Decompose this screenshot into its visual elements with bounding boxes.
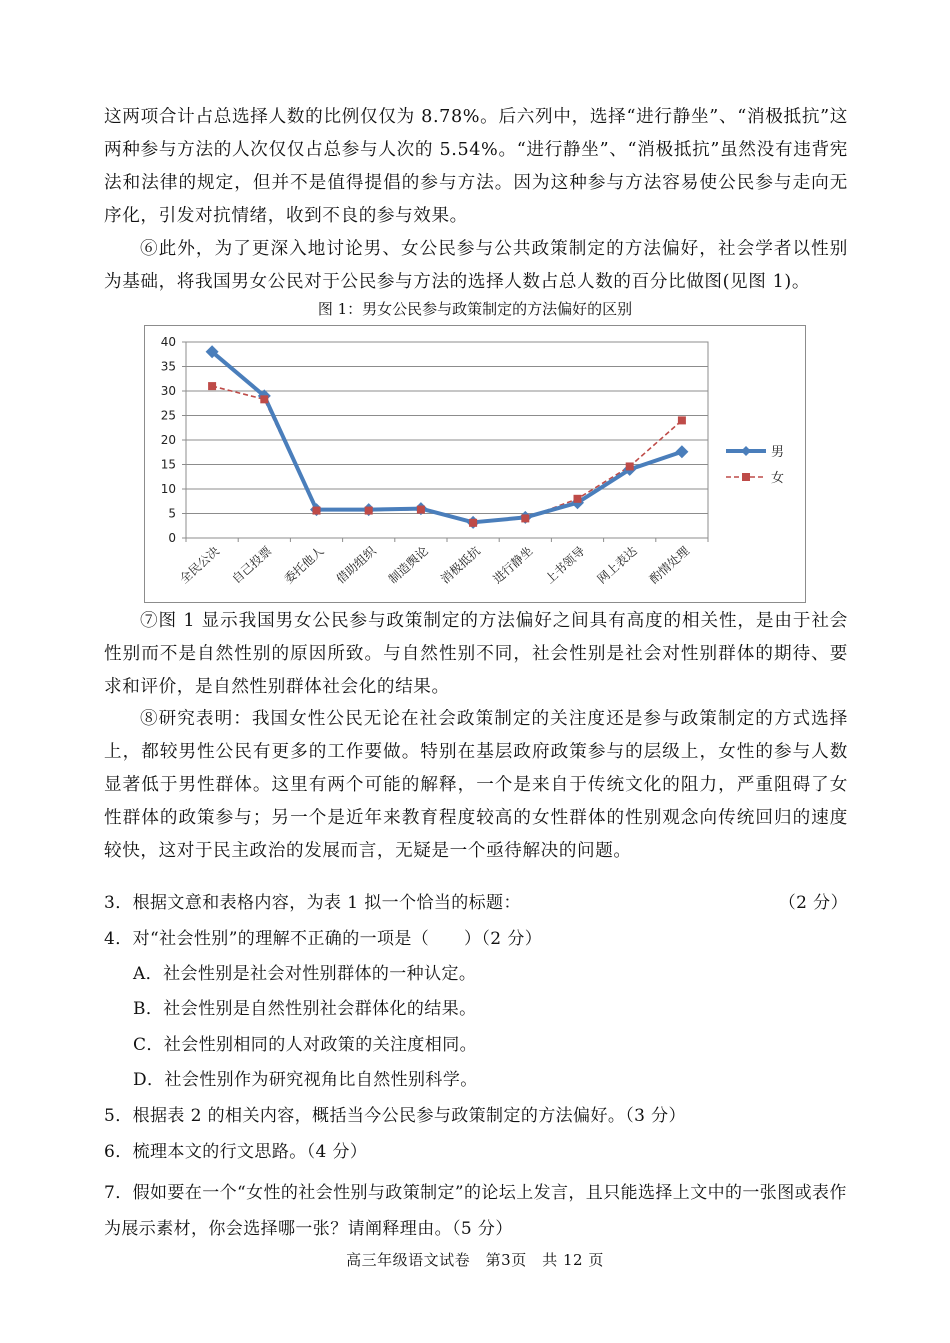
data-point-female (417, 506, 425, 514)
y-tick-label: 30 (160, 384, 176, 398)
data-point-female (313, 507, 321, 515)
question-3-text: 3．根据文意和表格内容，为表 1 拟一个恰当的标题： (104, 893, 521, 913)
data-point-female (469, 519, 477, 527)
question-4-option-b: B．社会性别是自然性别社会群体化的结果。 (133, 999, 477, 1019)
figure-1-chart (144, 325, 806, 603)
question-5: 5．根据表 2 的相关内容，概括当今公民参与政策制定的方法偏好。（3 分） (104, 1106, 686, 1126)
x-tick-label: 自己投票 (229, 543, 275, 587)
y-tick-label: 0 (168, 531, 176, 545)
figure-caption: 图 1：男女公民参与政策制定的方法偏好的区别 (317, 300, 633, 318)
question-3-score: （2 分） (778, 893, 848, 913)
x-tick-label: 委托他人 (281, 543, 327, 587)
data-point-female (208, 382, 216, 390)
y-tick-label: 35 (160, 359, 176, 374)
x-tick-label: 消极抵抗 (438, 543, 484, 587)
data-point-female (678, 416, 686, 424)
y-tick-label: 25 (160, 408, 176, 423)
data-point-female (365, 507, 373, 515)
question-7: 7．假如要在一个“女性的社会性别与政策制定”的论坛上发言，且只能选择上文中的一张图或表作为展示素材，你会选择哪一张？请阐释理由。（5 分） (104, 1183, 847, 1239)
y-tick-label: 5 (168, 506, 176, 521)
x-tick-label: 制造舆论 (385, 543, 431, 587)
paragraph-5-continuation: 这两项合计占总选择人数的比例仅仅为 8.78%。后六列中，选择“进行静坐”、“消极抵抗”这两种参与方法的人次仅仅占总参与人次的 5.54%。“进行静坐”、“消极抵抗”虽然没有违背宪法和法律的规定，但并不是值得提倡的参与方法。因为这种参与方法容易使公民参与走向无序化，引发对抗情绪，收到不良的参与效果。 (104, 107, 848, 226)
question-4-option-c: C．社会性别相同的人对政策的关注度相同。 (133, 1035, 478, 1055)
legend-marker-female (742, 473, 750, 481)
y-tick-label: 20 (160, 433, 176, 447)
x-tick-label: 全民公决 (177, 543, 223, 587)
x-tick-label: 进行静坐 (490, 543, 536, 587)
data-point-female (260, 395, 268, 403)
question-3 (104, 890, 848, 916)
data-point-female (626, 462, 634, 470)
x-tick-label: 网上表达 (594, 543, 640, 587)
x-tick-label: 上书领导 (542, 543, 588, 587)
page-footer: 高三年级语文试卷 第3页 共 12 页 (346, 1251, 604, 1269)
y-tick-label: 15 (160, 457, 176, 472)
y-tick-label: 10 (160, 482, 176, 496)
question-4: 4．对“社会性别”的理解不正确的一项是（ ）（2 分） (104, 929, 543, 949)
legend-label-female: 女 (771, 471, 785, 486)
paragraph-8: ⑧研究表明：我国女性公民无论在社会政策制定的关注度还是参与政策制定的方式选择上，都较男性公民有更多的工作要做。特别在基层政府政策参与的层级上，女性的参与人数显著低于男性群体。这里有两个可能的解释，一个是来自于传统文化的阻力，严重阻碍了女性群体的政策参与；另一个是近年来教育程度较高的女性群体的性别观念向传统回归的速度较快，这对于民主政治的发展而言，无疑是一个亟待解决的问题。 (104, 709, 848, 861)
question-6: 6．梳理本文的行文思路。（4 分） (104, 1142, 368, 1162)
data-point-female (521, 514, 529, 522)
x-tick-label: 借助组织 (333, 543, 379, 587)
paragraph-6: ⑥此外，为了更深入地讨论男、女公民参与公共政策制定的方法偏好，社会学者以性别为基础，将我国男女公民对于公民参与方法的选择人数占总人数的百分比做图(见图 1)。 (104, 239, 848, 292)
line-chart-svg (144, 325, 806, 603)
data-point-female (574, 495, 582, 503)
paragraph-7: ⑦图 1 显示我国男女公民参与政策制定的方法偏好之间具有高度的相关性，是由于社会性别而不是自然性别的原因所致。与自然性别不同，社会性别是社会对性别群体的期待、要求和评价，是自然性别群体社会化的结果。 (104, 611, 848, 697)
y-tick-label: 40 (160, 335, 176, 349)
question-4-option-a: A．社会性别是社会对性别群体的一种认定。 (133, 964, 477, 984)
question-4-option-d: D．社会性别作为研究视角比自然性别科学。 (133, 1070, 478, 1090)
legend-label-male: 男 (771, 445, 785, 460)
x-tick-label: 酌情处理 (646, 543, 692, 587)
